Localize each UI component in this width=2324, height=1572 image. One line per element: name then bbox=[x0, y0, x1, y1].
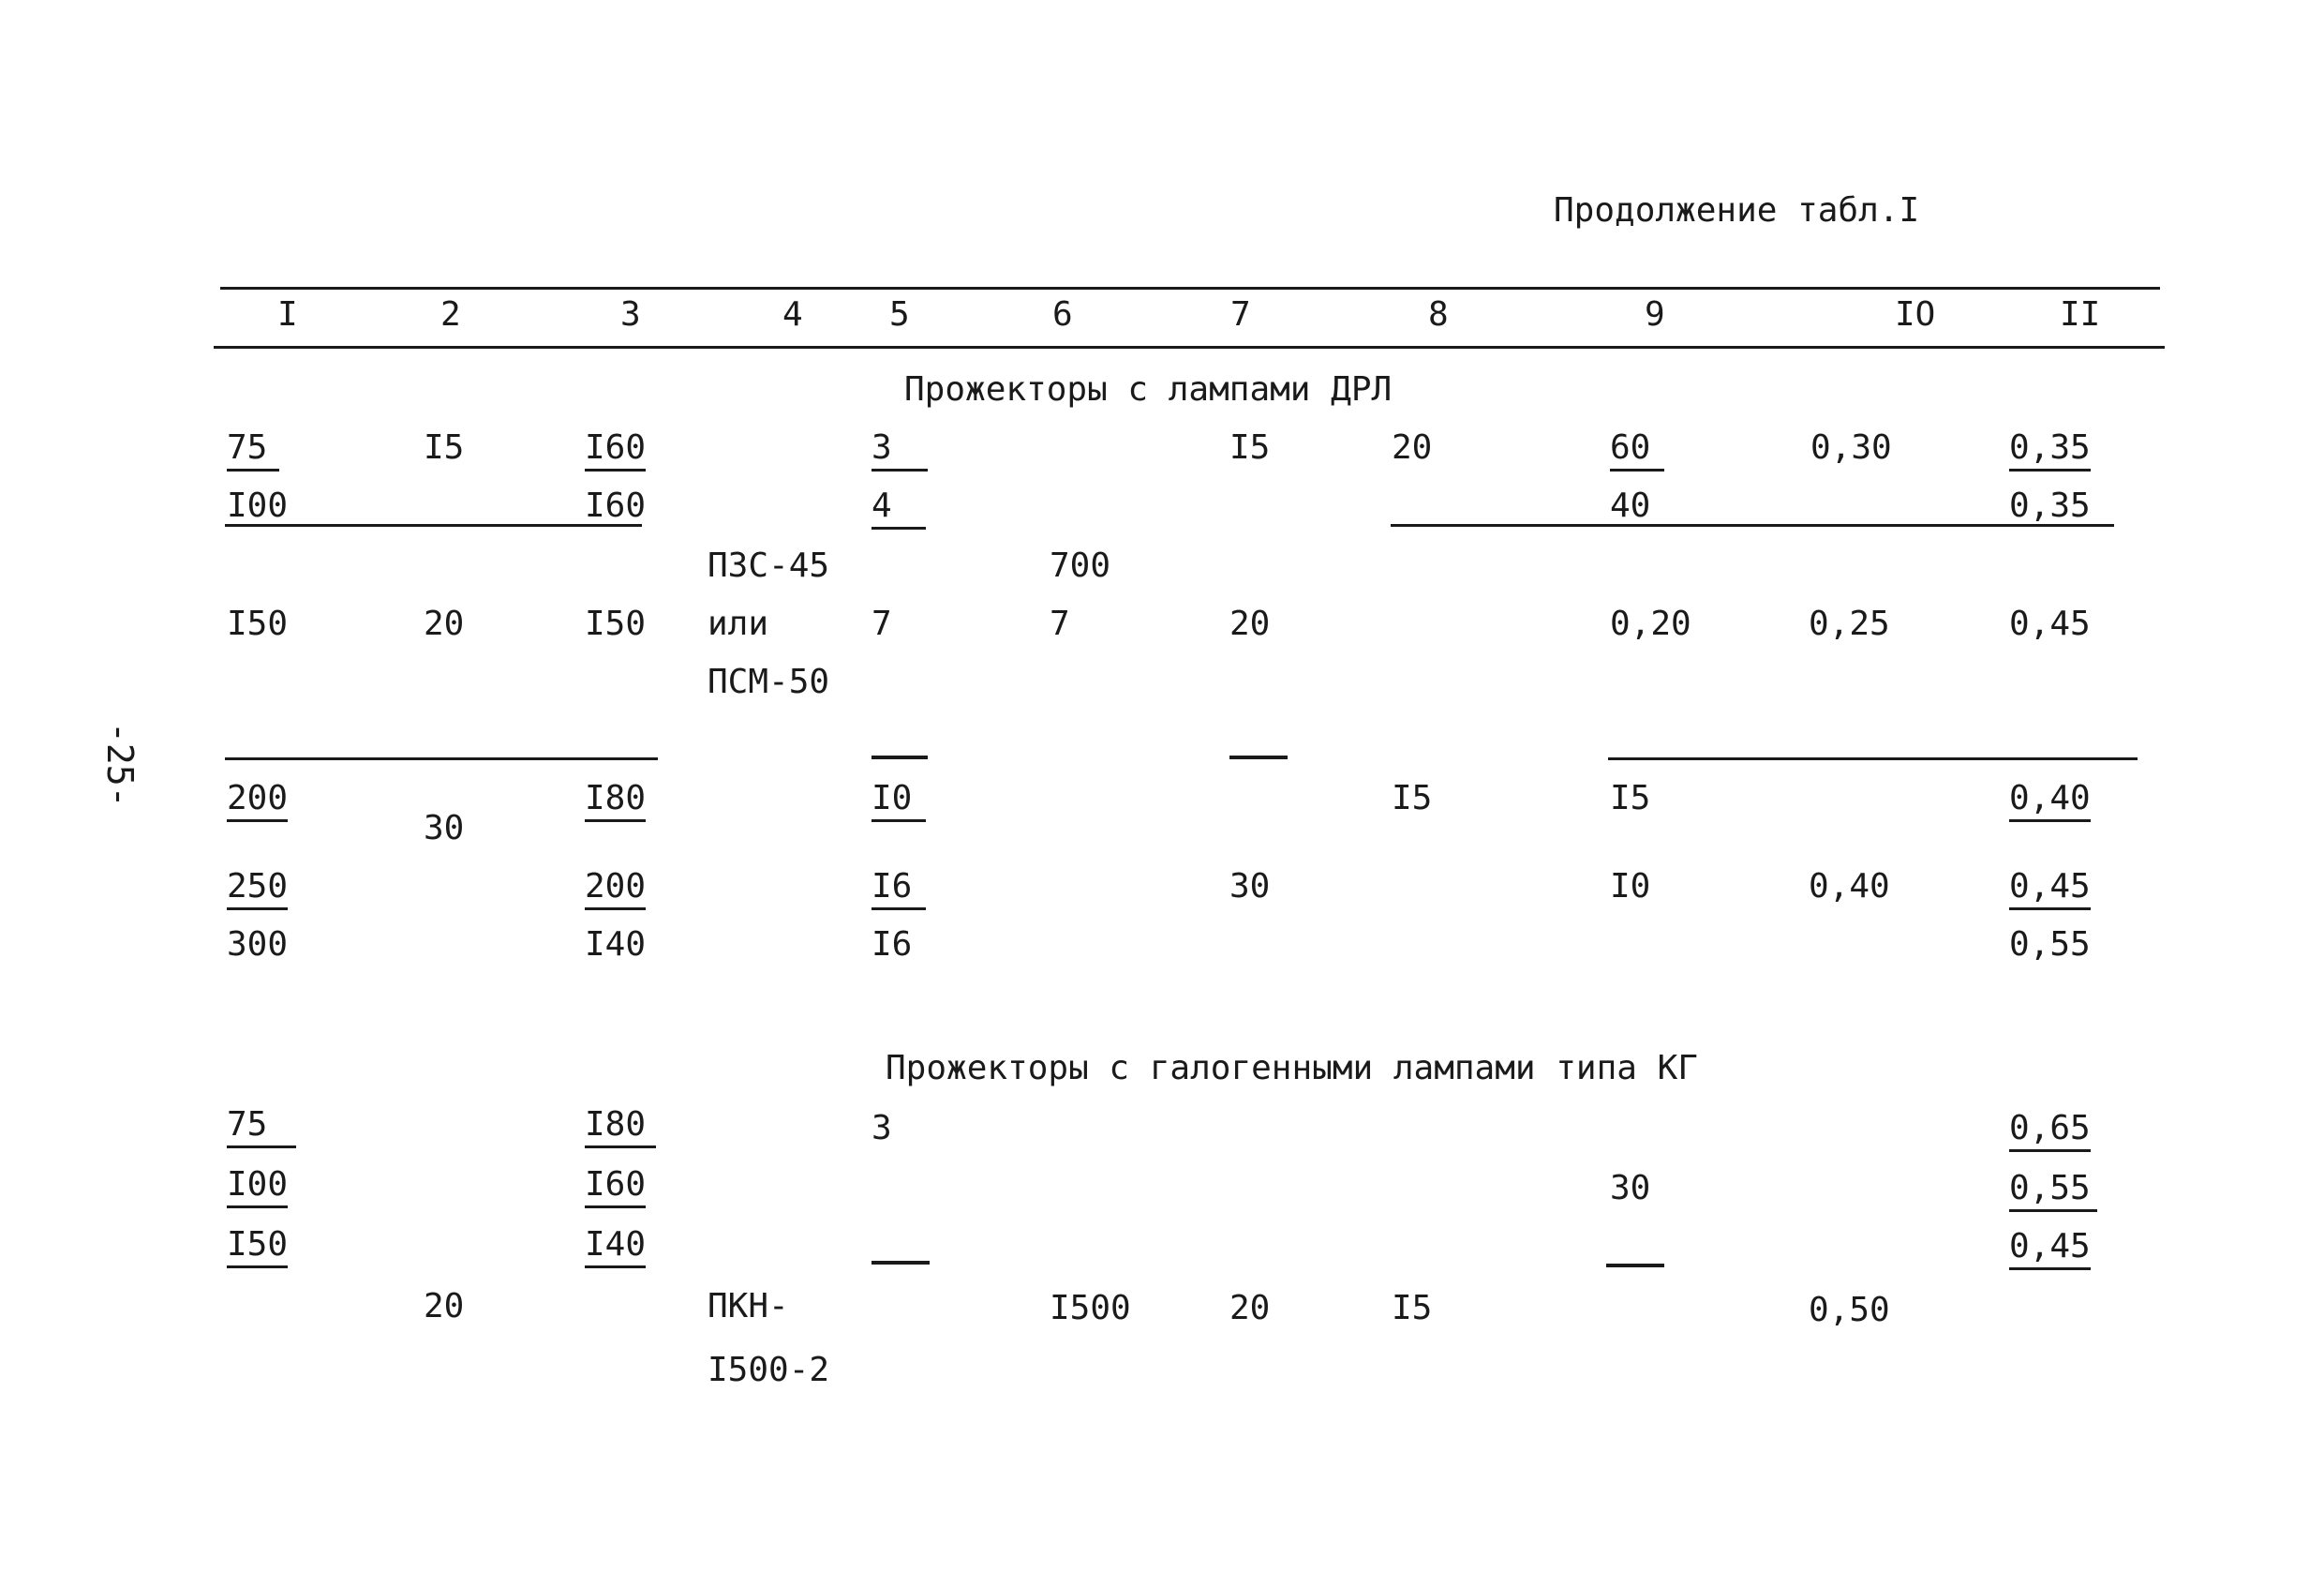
table-cell: ПЗС-45 bbox=[708, 546, 830, 585]
table-cell: 30 bbox=[1610, 1169, 1651, 1207]
table-cell: 3 bbox=[872, 429, 928, 472]
table-cell: 0,35 bbox=[2009, 429, 2091, 472]
table-cell: I5 bbox=[424, 428, 465, 467]
column-header-2: 2 bbox=[440, 295, 461, 334]
column-header-7: 7 bbox=[1230, 295, 1251, 334]
table-cell: I50 bbox=[227, 605, 289, 643]
table-cell: 0,45 bbox=[2009, 868, 2091, 910]
column-header-1: I bbox=[277, 295, 298, 334]
table-cell: 20 bbox=[424, 605, 465, 643]
table-cell: 3 bbox=[872, 1109, 892, 1147]
table-cell: или bbox=[708, 605, 769, 643]
column-header-6: 6 bbox=[1052, 295, 1073, 334]
table-cell: 200 bbox=[585, 868, 646, 910]
table-cell: I5 bbox=[1610, 779, 1651, 817]
table-cell: 0,35 bbox=[2009, 487, 2091, 525]
table-cell: I0 bbox=[1610, 867, 1651, 906]
table-cell: I5 bbox=[1229, 428, 1271, 467]
table-cell: I500-2 bbox=[708, 1351, 830, 1389]
table-cell: 200 bbox=[227, 780, 288, 822]
table-cell: 300 bbox=[227, 925, 289, 964]
section-title-drl: Прожекторы с лампами ДРЛ bbox=[904, 370, 1393, 409]
table-cell: 0,65 bbox=[2009, 1110, 2091, 1152]
table-cell: 40 bbox=[1610, 487, 1651, 525]
table-cell: I5 bbox=[1392, 779, 1433, 817]
table-cell: 30 bbox=[1229, 867, 1271, 906]
table-cell: 75 bbox=[227, 429, 279, 472]
dash-mark bbox=[872, 756, 928, 759]
table-cell: 0,45 bbox=[2009, 1228, 2091, 1270]
page-number: -25- bbox=[99, 722, 141, 808]
table-cell: I40 bbox=[585, 925, 647, 964]
dash-mark bbox=[1606, 1264, 1664, 1267]
table-cell: 0,45 bbox=[2009, 605, 2091, 643]
dash-mark bbox=[872, 1261, 930, 1265]
group-rule bbox=[1391, 524, 2114, 527]
table-cell: 0,20 bbox=[1610, 605, 1691, 643]
group-rule bbox=[225, 757, 658, 760]
header-bottom-rule bbox=[214, 346, 2165, 349]
table-cell: I80 bbox=[585, 1106, 656, 1148]
column-header-4: 4 bbox=[782, 295, 803, 334]
table-cell: 0,50 bbox=[1809, 1291, 1890, 1329]
table-cell: I00 bbox=[227, 487, 289, 525]
table-cell: 60 bbox=[1610, 429, 1664, 472]
table-cell: I50 bbox=[585, 605, 647, 643]
header-top-rule bbox=[220, 287, 2160, 290]
table-cell: I40 bbox=[585, 1226, 646, 1268]
table-cell: I50 bbox=[227, 1226, 288, 1268]
table-cell: 700 bbox=[1050, 546, 1111, 585]
table-cell: 0,25 bbox=[1809, 605, 1890, 643]
table-cell: 20 bbox=[1229, 605, 1271, 643]
table-cell: 0,55 bbox=[2009, 1170, 2097, 1212]
table-cell: 4 bbox=[872, 487, 926, 530]
table-cell: I6 bbox=[872, 868, 926, 910]
table-cell: 0,55 bbox=[2009, 925, 2091, 964]
column-header-8: 8 bbox=[1428, 295, 1449, 334]
table-cell: 250 bbox=[227, 868, 288, 910]
dash-mark bbox=[1229, 756, 1288, 759]
table-cell: 7 bbox=[1050, 605, 1070, 643]
group-rule bbox=[1608, 757, 2138, 760]
table-cell: I6 bbox=[872, 925, 913, 964]
table-cell: I60 bbox=[585, 429, 646, 472]
continuation-title: Продолжение табл.I bbox=[1554, 191, 1920, 230]
table-cell: 20 bbox=[424, 1287, 465, 1325]
table-cell: I500 bbox=[1050, 1289, 1131, 1327]
table-cell: ПКН- bbox=[708, 1287, 789, 1325]
table-cell: 30 bbox=[424, 809, 465, 847]
table-cell: I80 bbox=[585, 780, 646, 822]
table-cell: I60 bbox=[585, 1166, 646, 1208]
table-cell: 20 bbox=[1229, 1289, 1271, 1327]
table-cell: I00 bbox=[227, 1166, 288, 1208]
table-cell: 0,40 bbox=[2009, 780, 2091, 822]
table-cell: 20 bbox=[1392, 428, 1433, 467]
table-cell: 75 bbox=[227, 1106, 296, 1148]
table-cell: 7 bbox=[872, 605, 892, 643]
table-cell: I0 bbox=[872, 780, 926, 822]
table-cell: 0,30 bbox=[1810, 428, 1892, 467]
column-header-9: 9 bbox=[1645, 295, 1665, 334]
section-title-kg: Прожекторы с галогенными лампами типа КГ bbox=[886, 1049, 1698, 1087]
table-cell: 0,40 bbox=[1809, 867, 1890, 906]
column-header-10: IO bbox=[1895, 295, 1936, 334]
column-header-3: 3 bbox=[620, 295, 641, 334]
table-cell: I60 bbox=[585, 487, 647, 525]
table-cell: I5 bbox=[1392, 1289, 1433, 1327]
column-header-5: 5 bbox=[889, 295, 910, 334]
column-header-11: II bbox=[2060, 295, 2101, 334]
table-cell: ПСМ-50 bbox=[708, 663, 830, 701]
group-rule bbox=[225, 524, 642, 527]
